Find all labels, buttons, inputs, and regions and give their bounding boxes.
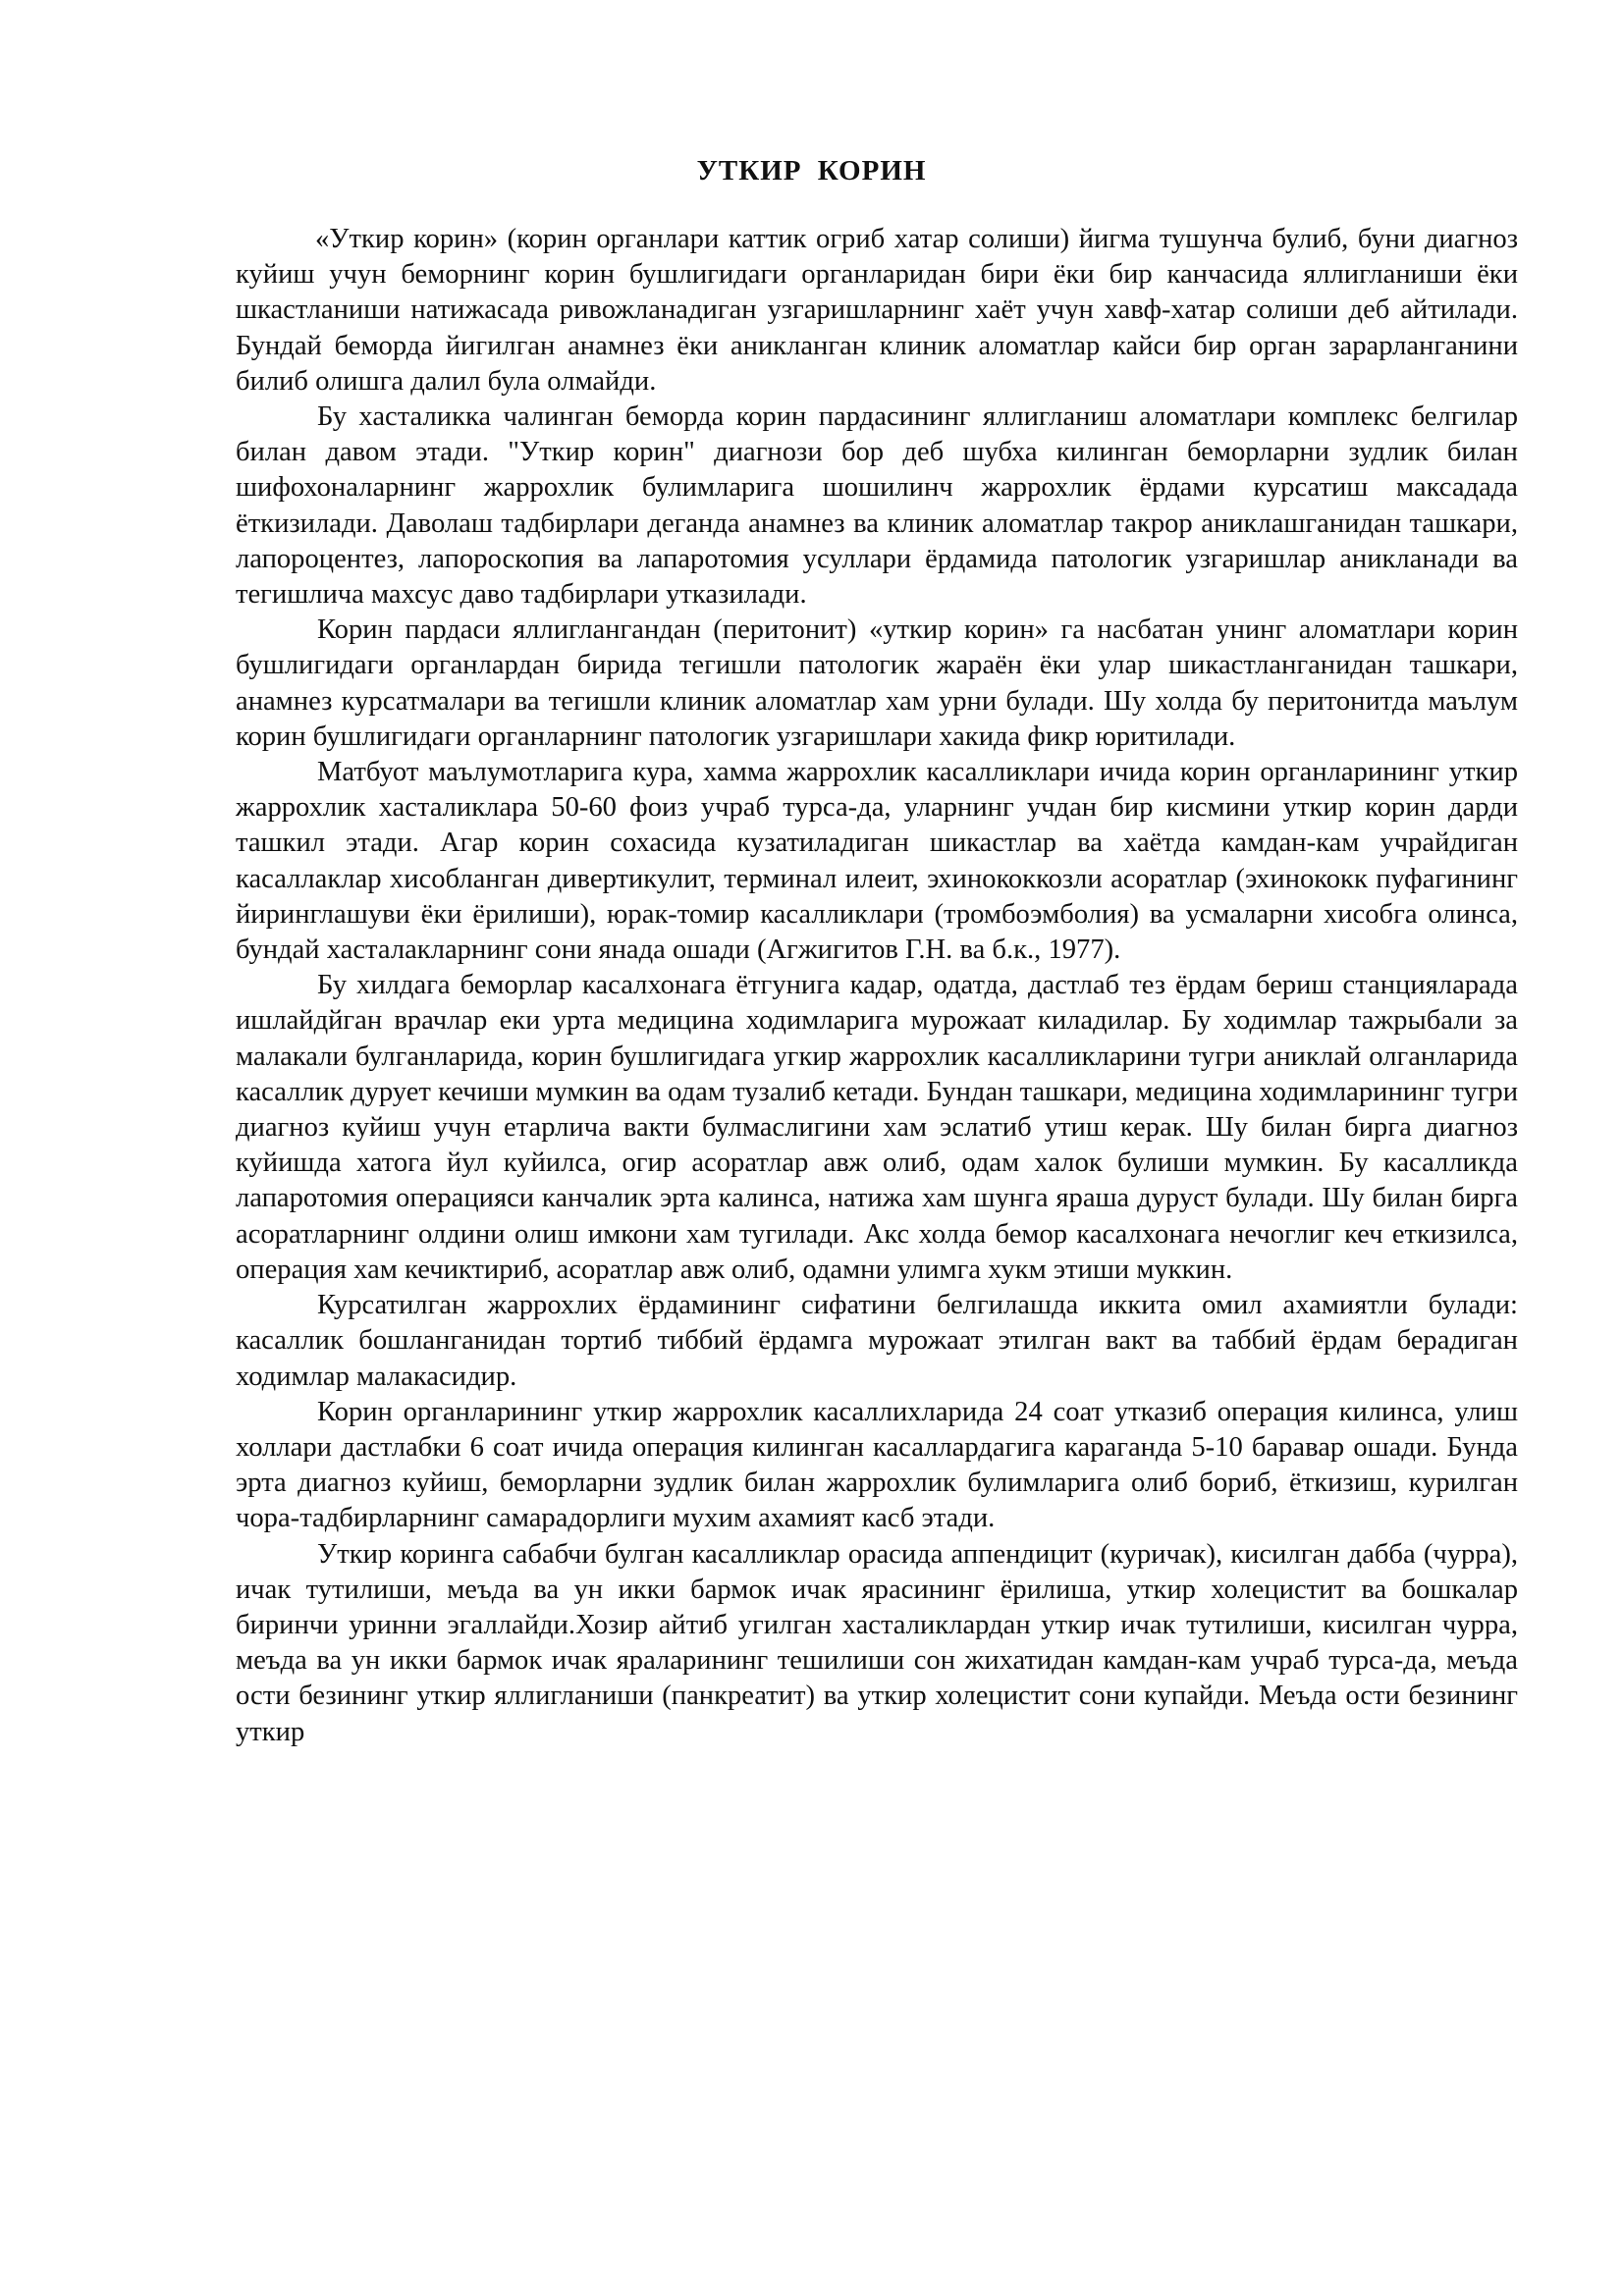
paragraph: Уткир коринга сабабчи булган касалликлар орасида аппендицит (куричак), кисилган дабба (чурра), ичак тутилиши, меъда ва ун икки бармок ичак ярасининг ёрилиша, уткир холецистит ва бошкалар биринчи уринни эгаллайди.Хозир айтиб угилган хасталиклардан уткир ичак тутилиши, кисилган чурра, меъда ва ун икки бармок ичак яраларининг тешилиши сон жихатидан камдан-кам учраб турса-да, меъда ости безининг уткир яллигланиши (панкреатит) ва уткир холецистит сони купайди. Меъда ости безининг уткир [236,1538,1518,1747]
paragraph: Матбуот маълумотларига кура, хамма жаррохлик касалликлари ичида корин органларининг уткир жаррохлик хасталиклара 50-60 фоиз учраб турса-да, уларнинг учдан бир кисмини уткир корин дарди ташкил этади. Агар корин сохасида кузатиладиган шикастлар ва хаётда камдан-кам учрайдиган касаллаклар хисобланган дивертикулит, терминал илеит, эхинококкозли асоратлар (эхинококк пуфагининг йиринглашуви ёки ёрилиши), юрак-томир касалликлари (тромбоэмболия) ва усмаларни хисобга олинса, бундай хасталакларнинг сони янада ошади (Агжигитов Г.Н. ва б.к., 1977). [236,757,1518,966]
paragraph: Корин пардаси яллиглангандан (перитонит) «уткир корин» га насбатан унинг аломатлари корин бушлигидаги органлардан бирида тегишли патологик жараён ёки улар шикастланганидан ташкари, анамнез курсатмалари ва тегишли клиник аломатлар хам урни булади. Шу холда бу перитонитда маълум корин бушлигидаги органларнинг патологик узгаришлари хакида фикр юритилади. [236,614,1518,752]
paragraph: Бу хасталикка чалинган беморда корин пардасининг яллигланиш аломатлари комплекс белгилар билан давом этади. "Уткир корин" диагнози бор деб шубха килинган беморларни зудлик билан шифохоналарнинг жаррохлик булимларига шошилинч жаррохлик ёрдами курсатиш максадада ёткизилади. Даволаш тадбирлари деганда анамнез ва клиник аломатлар такрор аниклашганидан ташкари, лапороцентез, лапороскопия ва лапаротомия усуллари ёрдамида патологик узгаришлар аникланади ва тегишлича махсус даво тадбирлари утказилади. [236,401,1518,611]
paragraph: «Уткир корин» (корин органлари каттик огриб хатар солиши) йигма тушунча булиб, буни диагноз куйиш учун беморнинг корин бушлигидаги органларидан бири ёки бир канчасида яллигланиши ёки шкастланиши натижасада ривожланадиган узгаришларнинг хаёт учун хавф-хатар солиши деб айтилади. Бундай беморда йигилган анамнез ёки аникланган клиник аломатлар кайси бир орган зарарланганини билиб олишга далил була олмайди. [236,224,1518,397]
paragraph: Корин органларининг уткир жаррохлик касаллихларида 24 соат утказиб операция килинса, улиш холлари дастлабки 6 соат ичида операция килинган касаллардагига караганда 5-10 баравар ошади. Бунда эрта диагноз куйиш, беморларни зудлик билан жаррохлик булимларига олиб бориб, ёткизиш, курилган чора-тадбирларнинг самарадорлиги мухим ахамият касб этади. [236,1396,1518,1534]
paragraph: Бу хилдага беморлар касалхонага ётгунига кадар, одатда, дастлаб тез ёрдам бериш станцияларада ишлайдйган врачлар еки урта медицина ходимларига мурожаат киладилар. Бу ходимлар тажрыбали за малакали булганларида, корин бушлигидага угкир жаррохлик касалликларини тугри аниклай олганларида касаллик дурует кечиши мумкин ва одам тузалиб кетади. Бундан ташкари, медицина ходимларининг тугри диагноз куйиш учун етарлича вакти булмаслигини хам эслатиб утиш керак. Шу билан бирга диагноз куйишда хатога йул куйилса, огир асоратлар авж олиб, одам халок булиши мумкин. Бу касалликда лапаротомия операцияси канчалик эрта калинса, натижа хам шунга яраша дуруст булади. Шу билан бирга асоратларнинг олдини олиш имкони хам тугилади. Акс холда бемор касалхонага нечоглиг кеч еткизилса, операция хам кечиктириб, асоратлар авж олиб, одамни улимга хукм этиши муккин. [236,970,1518,1285]
document-body [236,222,1518,1750]
document-title: УТКИР КОРИН [696,155,927,187]
paragraph: Курсатилган жаррохлих ёрдамининг сифатини белгилашда иккита омил ахамиятли булади: касаллик бошланганидан тортиб тиббий ёрдамга мурожаат этилган вакт ва таббий ёрдам берадиган ходимлар малакасидир. [236,1290,1518,1392]
